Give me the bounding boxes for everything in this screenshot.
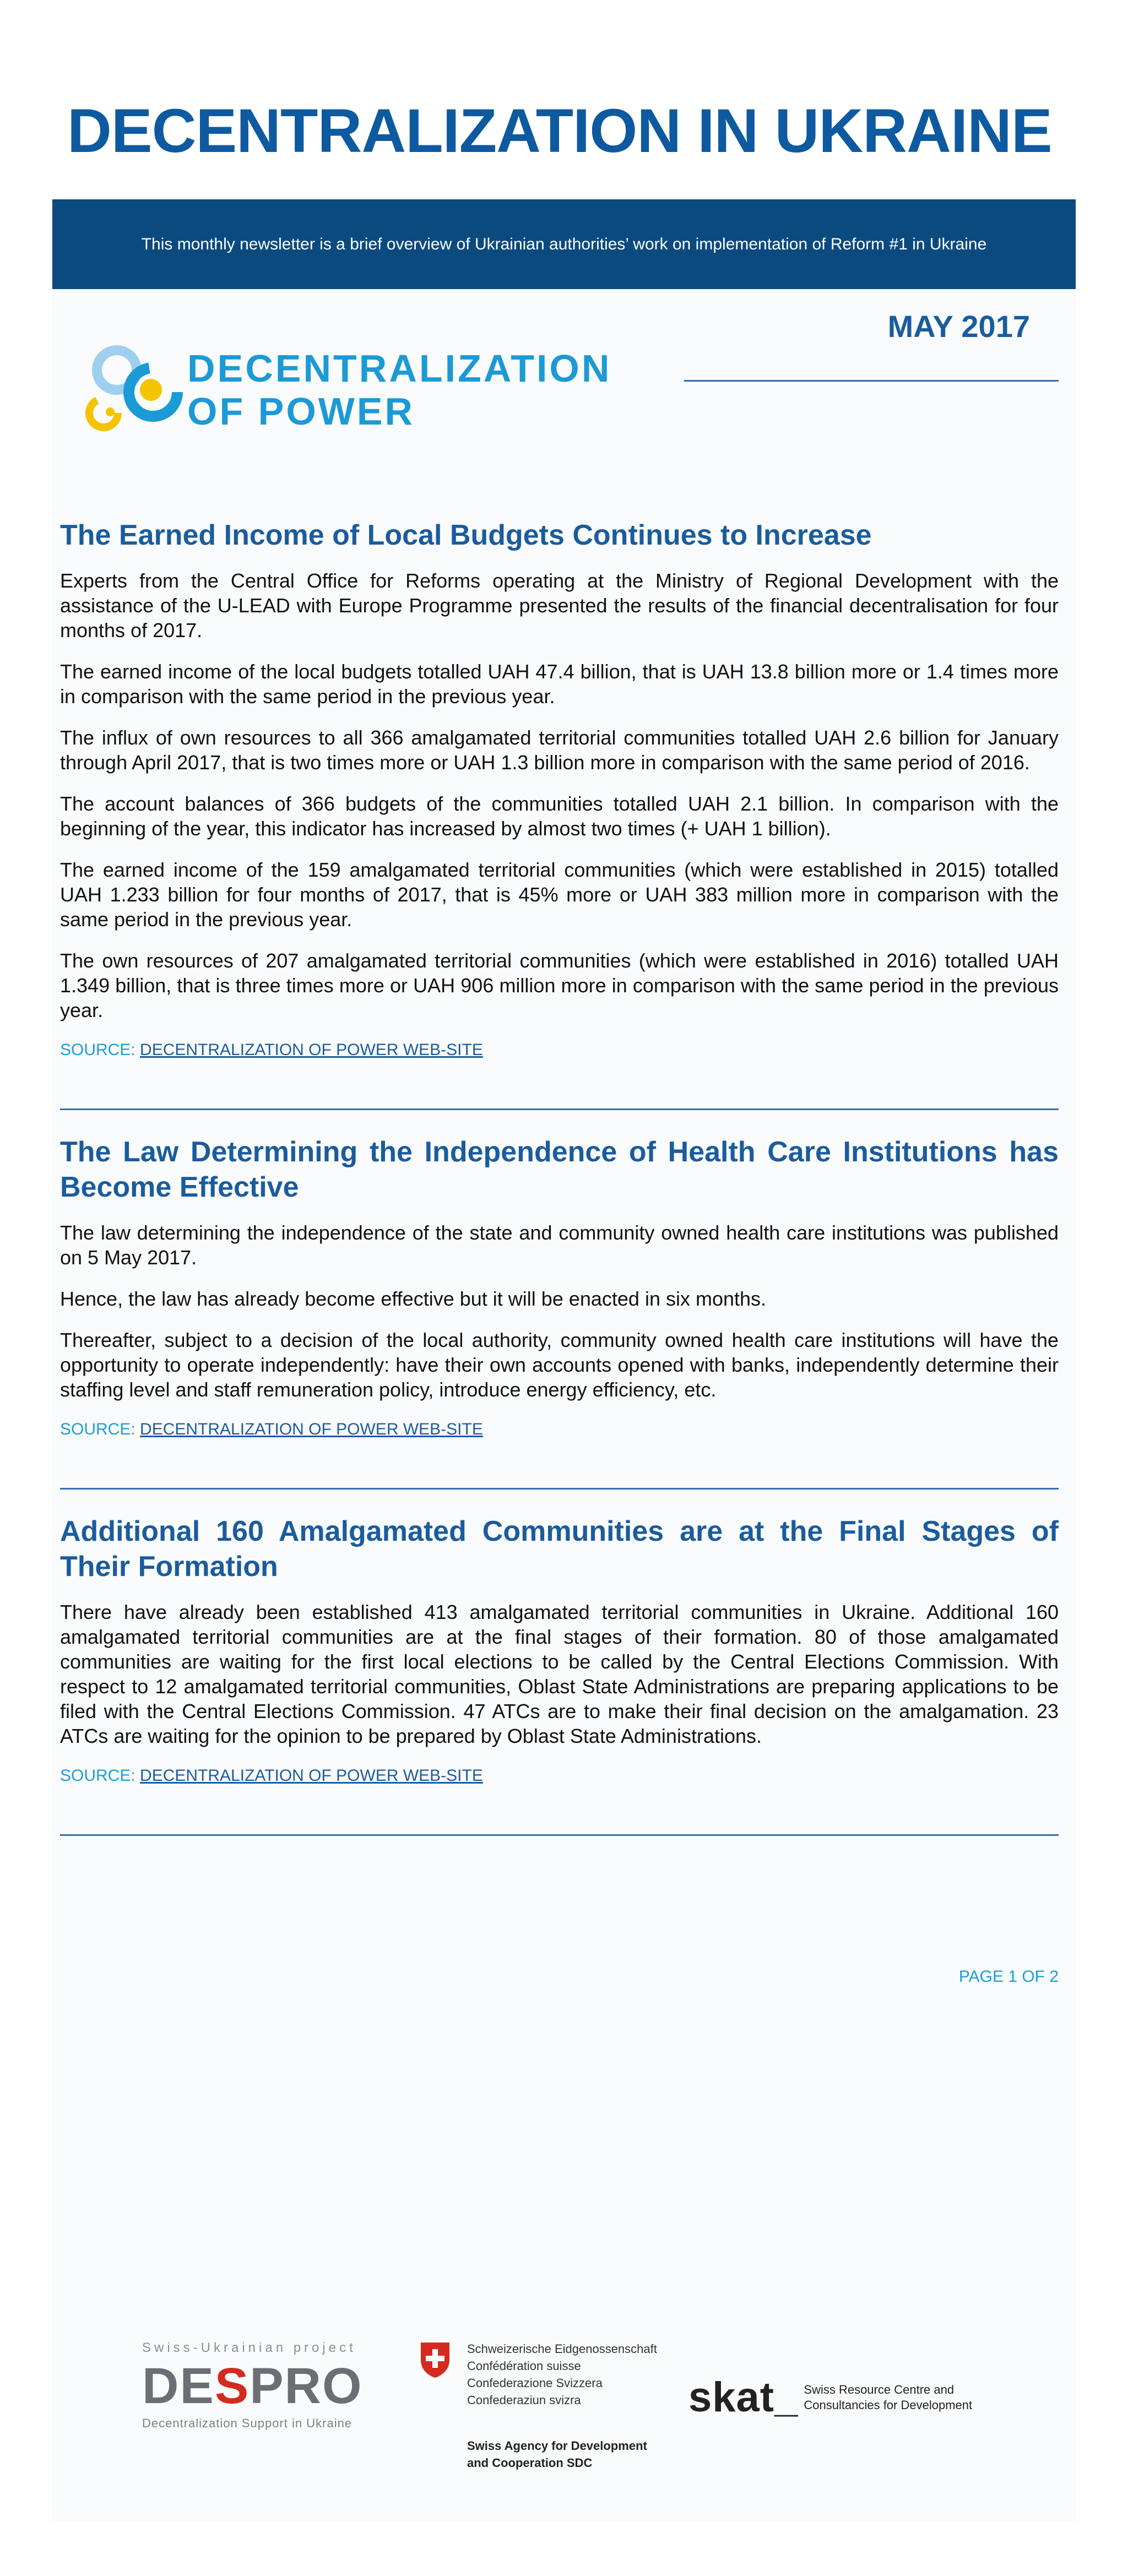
sdc-name: Swiss Agency for Development and Cooperation SDC (467, 2439, 647, 2470)
section-divider (60, 1834, 1059, 1836)
issue-date: MAY 2017 (887, 309, 1030, 344)
article-earned-income (60, 518, 1059, 1061)
swiss-name-line: Schweizerische Eidgenossenschaft (467, 2342, 657, 2356)
article-source (60, 1419, 1059, 1441)
newsletter-title: DECENTRALIZATION IN UKRAINE (67, 96, 1052, 165)
article-paragraph: The account balances of 366 budgets of the communities totalled UAH 2.1 billion. In comparison with the beginning of the year, this indicator has increased by almost two times (+ UAH 1 billion). (60, 792, 1059, 840)
swiss-name-line: Confederaziun svizra (467, 2393, 581, 2407)
despro-logo (142, 2340, 373, 2431)
article-source (60, 1765, 1059, 1787)
skat-wordmark: skat_ (688, 2374, 799, 2421)
article-heading: Additional 160 Amalgamated Communities are at the Final Stages of Their Formation (60, 1515, 1059, 1583)
article-heading: The Earned Income of Local Budgets Continues to Increase (60, 519, 872, 551)
article-health-care-law (60, 1134, 1059, 1441)
swiss-names (467, 2340, 657, 2409)
subtitle-banner (52, 199, 1076, 289)
skat-description: Swiss Resource Centre and Consultancies for Development (804, 2382, 973, 2412)
source-link[interactable]: DECENTRALIZATION OF POWER WEB-SITE (140, 1767, 483, 1785)
despro-wordmark (142, 2356, 373, 2416)
despro-part-2: S (214, 2358, 250, 2414)
decentralization-of-power-logo (77, 330, 612, 452)
article-heading: The Law Determining the Independence of Health Care Institutions has Become Effective (60, 1136, 1059, 1203)
source-label: SOURCE: (60, 1767, 140, 1785)
swiss-name-line: Confédération suisse (467, 2359, 581, 2373)
article-paragraph: The influx of own resources to all 366 amalgamated territorial communities totalled UAH 2.6 billion for January through April 2017, that is two times more or UAH 1.3 billion more in comparison with the same period of 2016. (60, 726, 1059, 774)
despro-part-1: DE (142, 2358, 215, 2414)
page-number: PAGE 1 OF 2 (958, 1968, 1059, 1986)
source-label: SOURCE: (60, 1041, 140, 1059)
despro-subtitle: Decentralization Support in Ukraine (142, 2416, 352, 2430)
article-paragraph: The earned income of the local budgets totalled UAH 47.4 billion, that is UAH 13.8 billion more or 1.4 times more in comparison with the same period in the previous year. (60, 660, 1059, 708)
source-label: SOURCE: (60, 1420, 140, 1438)
article-paragraph: The law determining the independence of the state and community owned health care institutions was published on 5 May 2017. (60, 1221, 1059, 1269)
date-divider (684, 380, 1059, 382)
skat-logo (688, 2373, 1002, 2421)
logo-line-1: DECENTRALIZATION (187, 347, 612, 390)
article-paragraph: Experts from the Central Office for Reforms operating at the Ministry of Regional Development with the assistance of the U-LEAD with Europe Programme presented the results of the financial decentralisation for four months of 2017. (60, 569, 1059, 642)
article-paragraph: The earned income of the 159 amalgamated territorial communities (which were established in 2015) totalled UAH 1.233 billion for four months of 2017, that is 45% more or UAH 383 million more in comparison with the same period in the previous year. (60, 858, 1059, 931)
article-paragraph: Thereafter, subject to a decision of the local authority, community owned health care institutions will have the opportunity to operate independently: have their own accounts opened with banks, independently determine their staffing level and staff remuneration policy, introduce energy efficiency, etc. (60, 1329, 1059, 1401)
articles (60, 518, 1059, 1836)
article-source (60, 1039, 1059, 1061)
swiss-name-line: Confederazione Svizzera (467, 2376, 603, 2390)
article-amalgamated-communities (60, 1514, 1059, 1787)
article-paragraph: There have already been established 413 amalgamated territorial communities in Ukraine. Additional 160 amalgamated territorial communities are at the final stages of their formation. 80 of those amalgamated communities are waiting for the first local elections to be called by the Central Elections Commission. With respect to 12 amalgamated territorial communities, Oblast State Administrations are preparing applications to be filed with the Central Elections Commission. 47 ATCs are to make their final decision on the amalgamation. 23 ATCs are waiting for the opinion to be prepared by Oblast State Administrations. (60, 1601, 1059, 1747)
source-link[interactable]: DECENTRALIZATION OF POWER WEB-SITE (140, 1041, 483, 1059)
logo-circles-icon (77, 330, 187, 452)
logo-wordmark (187, 347, 611, 433)
source-link[interactable]: DECENTRALIZATION OF POWER WEB-SITE (140, 1420, 483, 1438)
article-paragraph: Hence, the law has already become effective but it will be enacted in six months. (60, 1287, 767, 1310)
despro-part-3: PRO (250, 2358, 363, 2414)
article-paragraph: The own resources of 207 amalgamated territorial communities (which were established in 2016) totalled UAH 1.349 billion, that is three times more or UAH 906 million more in comparison with the same period in the previous year. (60, 949, 1059, 1021)
logo-line-2: OF POWER (187, 390, 415, 433)
footer-partners (0, 2329, 1128, 2470)
swiss-shield-icon (419, 2340, 452, 2379)
despro-tagline: Swiss-Ukrainian project (142, 2340, 356, 2355)
subtitle-text: This monthly newsletter is a brief overview of Ukrainian authorities’ work on implementation of Reform #1 in Ukraine (141, 235, 987, 253)
